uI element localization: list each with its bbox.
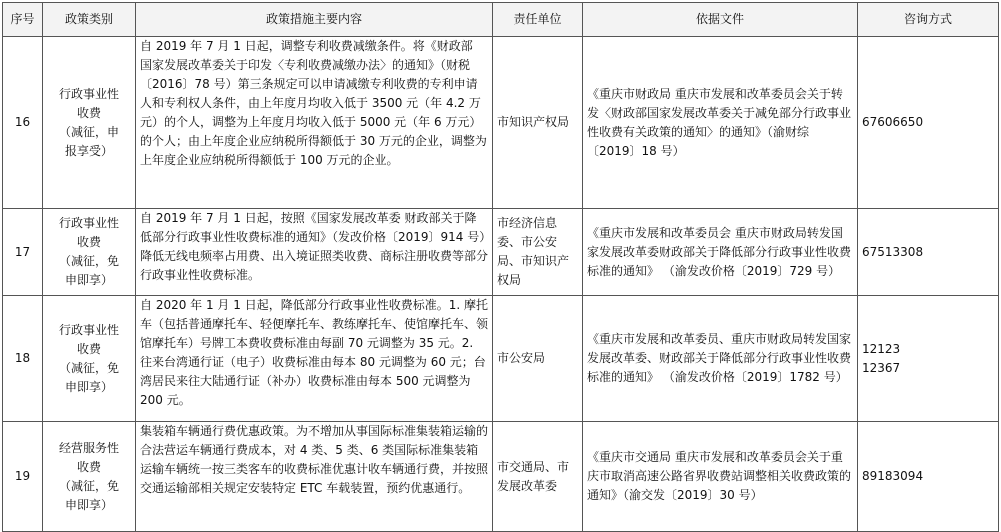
category-line: 申即享） [64, 497, 113, 512]
header-no: 序号 [3, 3, 43, 37]
category-line: 收费 [76, 235, 101, 249]
table-row [3, 209, 999, 296]
category-line: 申即享） [64, 379, 113, 394]
category-line: 行政事业性 [58, 216, 119, 230]
responsible-unit: 市经济信息委、市公安局、市知识产权局 [493, 209, 583, 296]
category-line: 收费 [76, 105, 101, 120]
category-line: 收费 [76, 341, 101, 356]
policy-category [43, 37, 136, 209]
policy-category [43, 209, 136, 296]
category-line: （减征，免 [58, 254, 119, 268]
contact-number: 67513308 [862, 244, 924, 259]
table-row [3, 296, 999, 422]
policy-table [2, 2, 999, 532]
responsible-unit: 市公安局 [493, 296, 583, 422]
header-unit: 责任单位 [493, 3, 583, 37]
table-header [3, 3, 999, 37]
header-basis: 依据文件 [583, 3, 858, 37]
policy-category [43, 422, 136, 532]
responsible-unit: 市交通局、市发展改革委 [493, 422, 583, 532]
category-line: 报享受） [64, 143, 113, 158]
basis-document: 《重庆市发展和改革委员会 重庆市财政局转发国家发展改革委财政部关于降低部分行政事业性收费标准的通知》 （渝发改价格〔2019〕729 号） [583, 209, 858, 296]
contact-info [858, 296, 999, 422]
basis-document: 《重庆市发展和改革委员、重庆市财政局转发国家发展改革委、财政部关于降低部分行政事业性收费标准的通知》 （渝发改价格〔2019〕1782 号） [583, 296, 858, 422]
row-number: 18 [3, 296, 43, 422]
category-line: 申即享） [64, 273, 113, 287]
policy-category [43, 296, 136, 422]
policy-measures: 集装箱车辆通行费优惠政策。为不增加从事国际标准集装箱运输的合法营运车辆通行费成本，对 4 类、5 类、6 类国际标准集装箱运输车辆统一按三类客车的收费标准优惠计收车辆通行费，并按照交通运输部相关规定安装特定 ETC 车载装置，预约优惠通行。 [136, 422, 493, 532]
table-row [3, 422, 999, 532]
row-number: 19 [3, 422, 43, 532]
policy-measures: 自 2019 年 7 月 1 日起，按照《国家发展改革委 财政部关于降低部分行政事业性收费标准的通知》（发改价格〔2019〕914 号）降低无线电频率占用费、出入境证照类收费、商标注册收费等部分行政事业性收费标准。 [136, 209, 493, 296]
header-category: 政策类别 [43, 3, 136, 37]
table-row [3, 37, 999, 209]
basis-document: 《重庆市财政局 重庆市发展和改革委员会关于转发〈财政部国家发展改革委关于减免部分行政事业性收费有关政策的通知〉的通知》（渝财综〔2019〕18 号） [583, 37, 858, 209]
header-measures: 政策措施主要内容 [136, 3, 493, 37]
header-contact: 咨询方式 [858, 3, 999, 37]
contact-number: 12123 [862, 341, 901, 356]
contact-number: 67606650 [862, 115, 924, 129]
table-body [3, 37, 999, 532]
basis-document: 《重庆市交通局 重庆市发展和改革委员会关于重庆市取消高速公路省界收费站调整相关收费政策的通知》（渝交发〔2019〕30 号） [583, 422, 858, 532]
category-line: 收费 [76, 459, 101, 474]
row-number: 16 [3, 37, 43, 209]
category-line: （减征，免 [58, 478, 119, 493]
category-line: 行政事业性 [58, 322, 119, 337]
category-line: （减征，申 [58, 124, 119, 139]
contact-info [858, 422, 999, 532]
contact-info [858, 37, 999, 209]
category-line: 经营服务性 [58, 440, 119, 455]
category-line: （减征，免 [58, 360, 119, 375]
policy-measures: 自 2020 年 1 月 1 日起，降低部分行政事业性收费标准。1. 摩托车（包括普通摩托车、轻便摩托车、教练摩托车、使馆摩托车、领馆摩托车）号牌工本费收费标准由每副 70 元调整为 35 元。2. 往来台湾通行证（电子）收费标准由每本 80 元调整为 60 元；台湾居民来往大陆通行证（补办）收费标准由每本 500 元调整为 200 元。 [136, 296, 493, 422]
contact-number: 12367 [862, 360, 901, 375]
category-line: 行政事业性 [58, 86, 119, 101]
policy-measures: 自 2019 年 7 月 1 日起，调整专利收费减缴条件。将《财政部 国家发展改革委关于印发〈专利收费减缴办法〉的通知》（财税〔2016〕78 号）第三条规定可以申请减缴专利收费的专利申请人和专利权人条件，由上年度月均收入低于 3500 元（年 4.2 万元）的个人，调整为上年度月均收入低于 5000 元（年 6 万元）的个人；由上年度企业应纳税所得额低于 30 万元的企业，调整为上年度企业应纳税所得额低于 100 万元的企业。 [136, 37, 493, 209]
contact-number: 89183094 [862, 469, 924, 483]
contact-info [858, 209, 999, 296]
policy-table-container [2, 2, 998, 530]
row-number: 17 [3, 209, 43, 296]
header-row [3, 3, 999, 37]
responsible-unit: 市知识产权局 [493, 37, 583, 209]
